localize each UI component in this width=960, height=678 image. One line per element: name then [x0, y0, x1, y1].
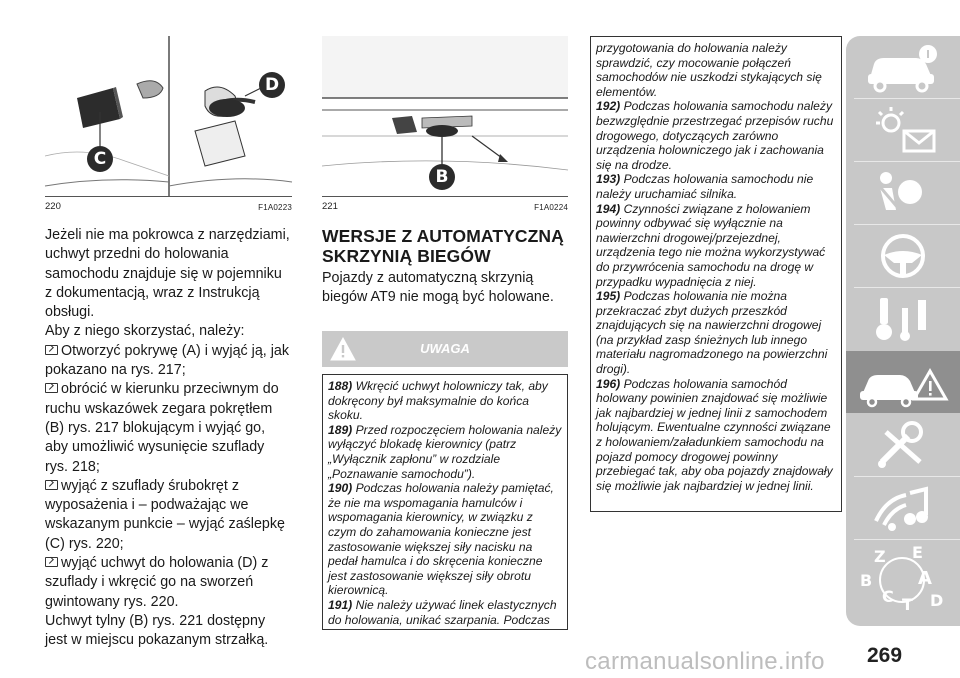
chapter-sidebar — [846, 36, 960, 626]
svg-text:B: B — [860, 571, 873, 590]
sidebar-item-emergency[interactable] — [846, 351, 960, 413]
index-alphabet-icon — [846, 540, 960, 620]
warning-item: przygotowania do holowania należy sprawdzić, czy mocowanie połączeń samochodów nie uszkodzi stykających się elementów. — [596, 41, 822, 99]
steering-wheel-icon — [846, 225, 960, 287]
car-info-icon — [846, 36, 960, 98]
warning-header — [322, 331, 568, 367]
svg-text:Z: Z — [874, 547, 886, 566]
warning-item: 196) Podczas holowania samochód holowany powinien znajdować się możliwie jak najbardziej w jednej linii z samochodem holującym. Ewentualne czynności związane z holowaniem/załadunkiem samochodu na pojazd pomocy drogowej powinny przebiegać tak, aby oba pojazdy znajdowały się możliwie jak najbardziej w jednej linii. — [596, 376, 833, 493]
figure-code: F1A0224 — [534, 203, 568, 212]
callout-b: B — [429, 164, 455, 190]
sidebar-item-dashboard[interactable] — [846, 99, 960, 161]
warning-title: UWAGA — [420, 341, 470, 356]
svg-text:C: C — [882, 587, 894, 606]
maintenance-tools-icon — [846, 414, 960, 476]
svg-text:T: T — [902, 595, 913, 614]
warning-item: 195) Podczas holowania nie można przekraczać zbyt dużych przeszkód znajdujących się na nawierzchni drogowej (na przykład zasp śnieżnych lub innego materiału nagromadzonego na powierzchni drogi). — [596, 289, 828, 377]
warning-box-col2 — [322, 374, 568, 630]
warning-item: 191) Nie należy używać linek elastycznych do holowania, unikać szarpania. Podczas — [328, 597, 557, 627]
svg-text:E: E — [912, 543, 923, 562]
airbag-safety-icon — [846, 162, 960, 224]
figure-number: 221 — [322, 201, 338, 212]
left-column-text — [45, 226, 290, 651]
sidebar-item-safety[interactable] — [846, 162, 960, 224]
figure-code: F1A0223 — [258, 203, 292, 212]
intro-paragraph: Jeżeli nie ma pokrowca z narzędziami, uchwyt przedni do holowania samochodu znajduje się w pojemniku z dokumentacją, wraz z Instrukcją obsługi. — [45, 227, 290, 321]
dashboard-lights-icon — [846, 99, 960, 161]
emergency-car-icon — [846, 351, 960, 413]
figure-221 — [322, 36, 568, 212]
warning-item: 192) Podczas holowania samochodu należy bezwzględnie przestrzegać przepisów ruchu drogowego, dotyczących zarówno urządzenia holowniczego jak i zachowania się na drodze. — [596, 99, 834, 172]
watermark: carmanualsonline.info — [585, 648, 825, 675]
svg-text:A: A — [918, 568, 932, 589]
sidebar-item-driving[interactable] — [846, 225, 960, 287]
figure-220 — [45, 36, 292, 212]
checkbox-bullet-icon — [45, 383, 58, 393]
step-item: Otworzyć pokrywę (A) i wyjąć ją, jak pokazano na rys. 217; — [45, 342, 290, 379]
warning-item: 188) Wkręcić uchwyt holowniczy tak, aby dokręcony był maksymalnie do końca skoku. — [328, 379, 548, 423]
sidebar-item-maintenance[interactable] — [846, 414, 960, 476]
step-item: wyjąć z szuflady śrubokręt z wyposażenia i – podważając we wskazanym punkcie – wyjąć zaślepkę (C) rys. 220; — [45, 477, 285, 552]
section-heading: WERSJE Z AUTOMATYCZNĄ SKRZYNIĄ BIEGÓW — [322, 226, 564, 266]
step-item: wyjąć uchwyt do holowania (D) z szuflady i wkręcić go na sworzeń gwintowany rys. 220. — [45, 555, 269, 610]
warning-item: 193) Podczas holowania samochodu nie należy uruchamiać silnika. — [596, 172, 814, 201]
automatic-gearbox-paragraph: Pojazdy z automatyczną skrzynią biegów AT9 nie mogą być holowane. — [322, 270, 554, 306]
figure-220-illustration — [45, 36, 292, 196]
checkbox-bullet-icon — [45, 345, 58, 355]
closing-paragraph: Uchwyt tylny (B) rys. 221 dostępny jest w miejscu pokazanym strzałką. — [45, 612, 269, 649]
step-item: obrócić w kierunku przeciwnym do ruchu wskazówek zegara pokrętłem (B) rys. 217 blokującym i wyjąć go, aby umożliwić wysunięcie szuflady rys. 218; — [45, 381, 279, 475]
callout-c: C — [87, 146, 113, 172]
warning-item: 189) Przed rozpoczęciem holowania należy wyłączyć blokadę kierownicy (patrz „Wyłącznik zapłonu” w rozdziale „Poznawanie samochodu”). — [328, 422, 562, 481]
sidebar-item-starting[interactable] — [846, 288, 960, 350]
warning-item: 194) Czynności związane z holowaniem powinny odbywać się wyłącznie na nawierzchni drogowej/przejezdnej, urządzenia tego nie można wykorzystywać do przywrócenia samochodu na drogę w przypadku wypadnięcia z niej. — [596, 201, 826, 289]
key-start-icon — [846, 288, 960, 350]
lead-paragraph: Aby z niego skorzystać, należy: — [45, 323, 245, 340]
multimedia-icon — [846, 477, 960, 539]
checkbox-bullet-icon — [45, 480, 58, 490]
sidebar-item-technical-data[interactable] — [846, 477, 960, 539]
warning-box-col3 — [590, 36, 842, 512]
page-number: 269 — [867, 644, 903, 667]
warning-item: 190) Podczas holowania należy pamiętać, że nie ma wspomagania hamulców i wspomagania kierownicy, w związku z czym do zahamowania konieczne jest zastosowanie większej siły nacisku na pedał hamulca i do skręcenia konieczne jest zastosowanie większej siły obrotu kierownicą. — [328, 481, 554, 598]
callout-d: D — [259, 72, 285, 98]
sidebar-item-vehicle[interactable] — [846, 36, 960, 98]
sidebar-item-index[interactable] — [846, 540, 960, 620]
figure-number: 220 — [45, 201, 61, 212]
checkbox-bullet-icon — [45, 557, 58, 567]
svg-text:D: D — [930, 591, 944, 610]
